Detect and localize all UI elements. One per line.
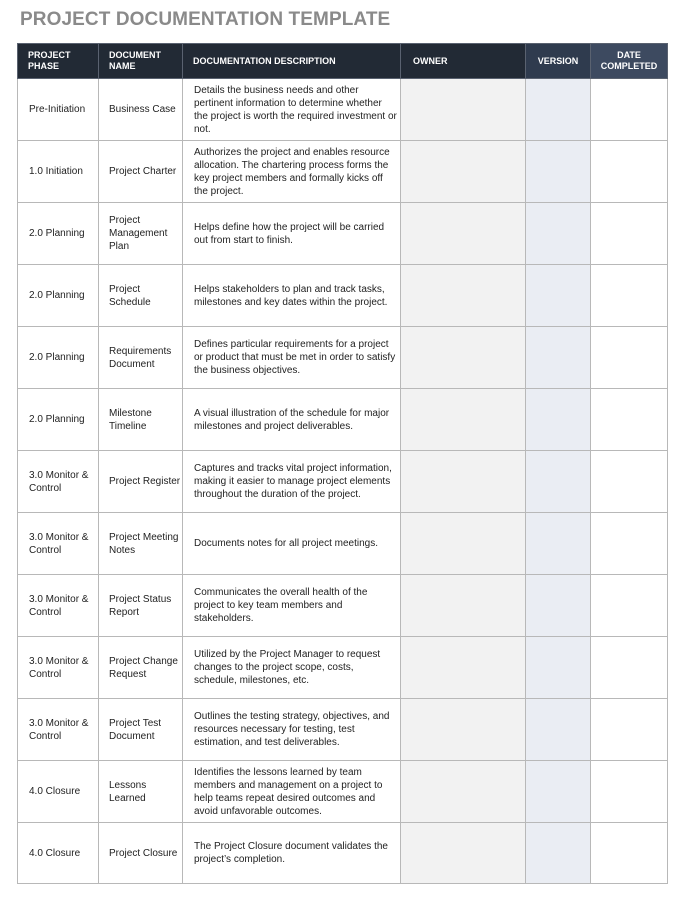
header-documentation-description: DOCUMENTATION DESCRIPTION <box>183 44 401 79</box>
date-completed-cell[interactable] <box>591 265 668 327</box>
version-cell[interactable] <box>526 203 591 265</box>
header-version: VERSION <box>526 44 591 79</box>
version-cell[interactable] <box>526 513 591 575</box>
document-name-cell: Project Change Request <box>99 637 183 699</box>
description-cell: Communicates the overall health of the project to key team members and stakeholders. <box>183 575 401 637</box>
project-phase-cell: 3.0 Monitor & Control <box>18 637 99 699</box>
project-phase-cell: 2.0 Planning <box>18 265 99 327</box>
table-row <box>18 79 668 141</box>
document-name-cell: Project Status Report <box>99 575 183 637</box>
date-completed-cell[interactable] <box>591 141 668 203</box>
description-cell: Authorizes the project and enables resource allocation. The chartering process forms the key project members and formally kicks off the project. <box>183 141 401 203</box>
document-name-cell: Milestone Timeline <box>99 389 183 451</box>
project-phase-cell: 4.0 Closure <box>18 761 99 823</box>
documentation-table <box>17 43 668 884</box>
table-row <box>18 389 668 451</box>
owner-cell[interactable] <box>401 327 526 389</box>
table-row <box>18 637 668 699</box>
version-cell[interactable] <box>526 637 591 699</box>
version-cell[interactable] <box>526 141 591 203</box>
date-completed-cell[interactable] <box>591 513 668 575</box>
date-completed-cell[interactable] <box>591 389 668 451</box>
owner-cell[interactable] <box>401 699 526 761</box>
table-row <box>18 823 668 884</box>
description-cell: Helps stakeholders to plan and track tasks, milestones and key dates within the project. <box>183 265 401 327</box>
project-phase-cell: 4.0 Closure <box>18 823 99 884</box>
owner-cell[interactable] <box>401 513 526 575</box>
table-row <box>18 203 668 265</box>
document-name-cell: Project Management Plan <box>99 203 183 265</box>
project-phase-cell: 2.0 Planning <box>18 203 99 265</box>
date-completed-cell[interactable] <box>591 699 668 761</box>
project-phase-cell: 2.0 Planning <box>18 327 99 389</box>
version-cell[interactable] <box>526 699 591 761</box>
version-cell[interactable] <box>526 575 591 637</box>
description-cell: Defines particular requirements for a project or product that must be met in order to satisfy the business objectives. <box>183 327 401 389</box>
version-cell[interactable] <box>526 327 591 389</box>
document-name-cell: Lessons Learned <box>99 761 183 823</box>
version-cell[interactable] <box>526 79 591 141</box>
page-title: PROJECT DOCUMENTATION TEMPLATE <box>20 9 391 30</box>
owner-cell[interactable] <box>401 203 526 265</box>
version-cell[interactable] <box>526 389 591 451</box>
header-date-completed: DATE COMPLETED <box>591 44 668 79</box>
table-row <box>18 761 668 823</box>
document-name-cell: Requirements Document <box>99 327 183 389</box>
date-completed-cell[interactable] <box>591 327 668 389</box>
table-row <box>18 327 668 389</box>
project-phase-cell: Pre-Initiation <box>18 79 99 141</box>
document-name-cell: Project Meeting Notes <box>99 513 183 575</box>
owner-cell[interactable] <box>401 575 526 637</box>
owner-cell[interactable] <box>401 265 526 327</box>
table-row <box>18 451 668 513</box>
description-cell: Outlines the testing strategy, objectives, and resources necessary for testing, test estimation, and test deliverables. <box>183 699 401 761</box>
date-completed-cell[interactable] <box>591 451 668 513</box>
project-phase-cell: 3.0 Monitor & Control <box>18 451 99 513</box>
date-completed-cell[interactable] <box>591 79 668 141</box>
description-cell: Utilized by the Project Manager to request changes to the project scope, costs, schedule, milestones, etc. <box>183 637 401 699</box>
version-cell[interactable] <box>526 761 591 823</box>
version-cell[interactable] <box>526 823 591 884</box>
owner-cell[interactable] <box>401 761 526 823</box>
project-phase-cell: 2.0 Planning <box>18 389 99 451</box>
project-phase-cell: 1.0 Initiation <box>18 141 99 203</box>
owner-cell[interactable] <box>401 451 526 513</box>
version-cell[interactable] <box>526 265 591 327</box>
description-cell: Identifies the lessons learned by team members and management on a project to help teams repeat desired outcomes and avoid unfavorable outcomes. <box>183 761 401 823</box>
table-row <box>18 699 668 761</box>
document-name-cell: Business Case <box>99 79 183 141</box>
owner-cell[interactable] <box>401 389 526 451</box>
description-cell: A visual illustration of the schedule for major milestones and project deliverables. <box>183 389 401 451</box>
document-name-cell: Project Register <box>99 451 183 513</box>
version-cell[interactable] <box>526 451 591 513</box>
owner-cell[interactable] <box>401 637 526 699</box>
date-completed-cell[interactable] <box>591 823 668 884</box>
header-document-name: DOCUMENT NAME <box>99 44 183 79</box>
table-row <box>18 141 668 203</box>
description-cell: Helps define how the project will be carried out from start to finish. <box>183 203 401 265</box>
description-cell: The Project Closure document validates the project’s completion. <box>183 823 401 884</box>
date-completed-cell[interactable] <box>591 637 668 699</box>
description-cell: Documents notes for all project meetings. <box>183 513 401 575</box>
document-name-cell: Project Charter <box>99 141 183 203</box>
table-header-row <box>18 44 668 79</box>
header-owner: OWNER <box>401 44 526 79</box>
date-completed-cell[interactable] <box>591 761 668 823</box>
project-phase-cell: 3.0 Monitor & Control <box>18 699 99 761</box>
document-name-cell: Project Schedule <box>99 265 183 327</box>
owner-cell[interactable] <box>401 823 526 884</box>
owner-cell[interactable] <box>401 141 526 203</box>
header-project-phase: PROJECT PHASE <box>18 44 99 79</box>
table-row <box>18 575 668 637</box>
document-name-cell: Project Closure <box>99 823 183 884</box>
document-name-cell: Project Test Document <box>99 699 183 761</box>
owner-cell[interactable] <box>401 79 526 141</box>
table-row <box>18 513 668 575</box>
description-cell: Details the business needs and other pertinent information to determine whether the project is worth the required investment or not. <box>183 79 401 141</box>
table-row <box>18 265 668 327</box>
date-completed-cell[interactable] <box>591 575 668 637</box>
date-completed-cell[interactable] <box>591 203 668 265</box>
project-phase-cell: 3.0 Monitor & Control <box>18 513 99 575</box>
description-cell: Captures and tracks vital project information, making it easier to manage project elements throughout the duration of the project. <box>183 451 401 513</box>
project-phase-cell: 3.0 Monitor & Control <box>18 575 99 637</box>
